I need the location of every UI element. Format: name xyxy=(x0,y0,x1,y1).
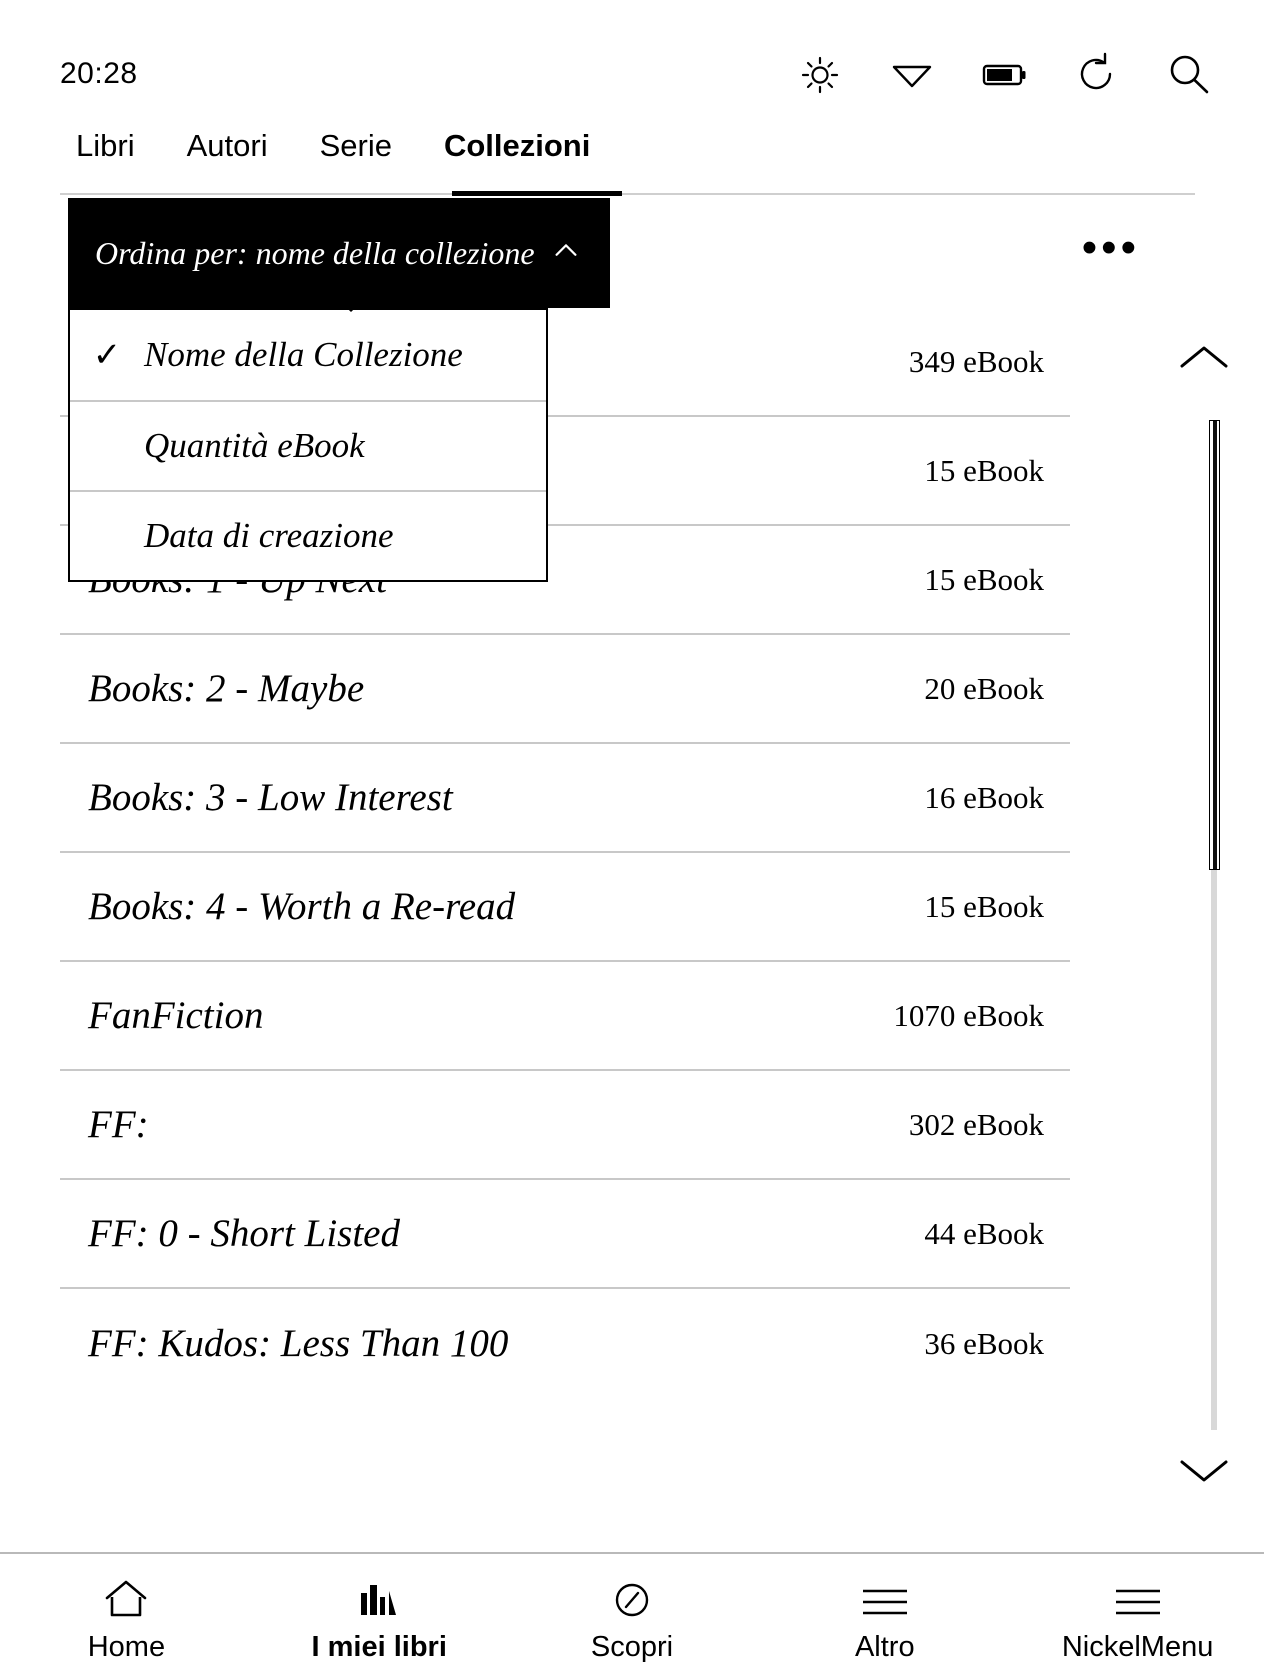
overflow-menu-button[interactable]: ••• xyxy=(1081,223,1140,272)
collection-name: Books: 4 - Worth a Re-read xyxy=(88,885,516,928)
collection-name: FF: Kudos: Less Than 100 xyxy=(88,1322,509,1365)
collection-name: Books: 2 - Maybe xyxy=(88,667,365,710)
scroll-down-button[interactable] xyxy=(1176,1450,1232,1490)
bottom-nav xyxy=(0,1554,1264,1680)
collection-name: FanFiction xyxy=(88,994,264,1037)
list-item[interactable] xyxy=(60,744,1070,853)
nav-label: Home xyxy=(87,1630,166,1663)
chevron-up-icon xyxy=(551,236,581,271)
collection-count: 302 eBook xyxy=(908,1106,1044,1142)
sort-option-date[interactable] xyxy=(70,490,546,580)
collection-count: 15 eBook xyxy=(924,561,1044,597)
nav-label: Altro xyxy=(854,1630,915,1663)
dropdown-pointer xyxy=(334,296,368,312)
hamburger-icon xyxy=(857,1571,913,1621)
tab-collezioni[interactable]: Collezioni xyxy=(443,128,591,163)
nav-item-nickelmenu[interactable] xyxy=(1011,1554,1264,1680)
sort-by-label: Ordina per: nome della collezione xyxy=(95,234,535,271)
list-item[interactable] xyxy=(60,853,1070,962)
sort-option-label: Quantità eBook xyxy=(144,426,365,465)
status-icons xyxy=(796,50,1212,98)
nav-label: I miei libri xyxy=(311,1630,447,1663)
tab-serie[interactable]: Serie xyxy=(319,128,392,163)
collection-count: 15 eBook xyxy=(924,452,1044,488)
tab-autori[interactable]: Autori xyxy=(186,128,268,163)
collection-name: FF: 0 - Short Listed xyxy=(88,1212,400,1255)
tab-active-underline xyxy=(452,191,622,196)
list-item[interactable] xyxy=(60,1289,1070,1398)
nav-item-discover[interactable] xyxy=(506,1554,759,1680)
nav-item-my-books[interactable] xyxy=(253,1554,506,1680)
list-item[interactable] xyxy=(60,1071,1070,1180)
sort-by-button[interactable] xyxy=(68,198,610,308)
sort-bar xyxy=(0,198,1264,308)
collection-count: 36 eBook xyxy=(924,1325,1044,1361)
nav-label: NickelMenu xyxy=(1061,1630,1214,1663)
collection-count: 16 eBook xyxy=(924,779,1044,815)
hamburger-icon xyxy=(1110,1571,1166,1621)
battery-icon[interactable] xyxy=(980,50,1028,98)
nav-label: Scopri xyxy=(590,1630,674,1663)
collection-name: Books: 3 - Low Interest xyxy=(88,776,453,819)
books-icon xyxy=(355,1571,403,1621)
collection-count: 20 eBook xyxy=(924,670,1044,706)
sort-option-label: Nome della Collezione xyxy=(144,335,463,374)
nav-item-more[interactable] xyxy=(758,1554,1011,1680)
scrollbar-thumb[interactable] xyxy=(1209,420,1220,870)
sort-option-name[interactable] xyxy=(70,310,546,400)
brightness-icon[interactable] xyxy=(796,50,844,98)
sync-icon[interactable] xyxy=(1072,50,1120,98)
scroll-up-button[interactable] xyxy=(1176,338,1232,378)
home-icon xyxy=(102,1571,150,1621)
sort-option-quantity[interactable] xyxy=(70,400,546,490)
nav-item-home[interactable] xyxy=(0,1554,253,1680)
sort-option-label: Data di creazione xyxy=(144,516,394,555)
collection-name: FF: xyxy=(88,1103,149,1146)
wifi-icon[interactable] xyxy=(888,50,936,98)
clock: 20:28 xyxy=(60,57,138,90)
collection-count: 44 eBook xyxy=(924,1215,1044,1251)
compass-icon xyxy=(608,1571,656,1621)
list-item[interactable] xyxy=(60,1180,1070,1289)
list-item[interactable] xyxy=(60,962,1070,1071)
check-icon: ✓ xyxy=(92,336,122,374)
collection-count: 1070 eBook xyxy=(893,997,1044,1033)
collection-count: 15 eBook xyxy=(924,888,1044,924)
search-icon[interactable] xyxy=(1164,50,1212,98)
library-tab-bar xyxy=(0,128,1264,196)
collection-count: 349 eBook xyxy=(908,343,1044,379)
tab-divider xyxy=(60,193,1195,195)
tab-libri[interactable]: Libri xyxy=(76,128,135,163)
sort-options-dropdown[interactable] xyxy=(68,308,548,582)
list-item[interactable] xyxy=(60,635,1070,744)
status-bar xyxy=(0,0,1264,128)
